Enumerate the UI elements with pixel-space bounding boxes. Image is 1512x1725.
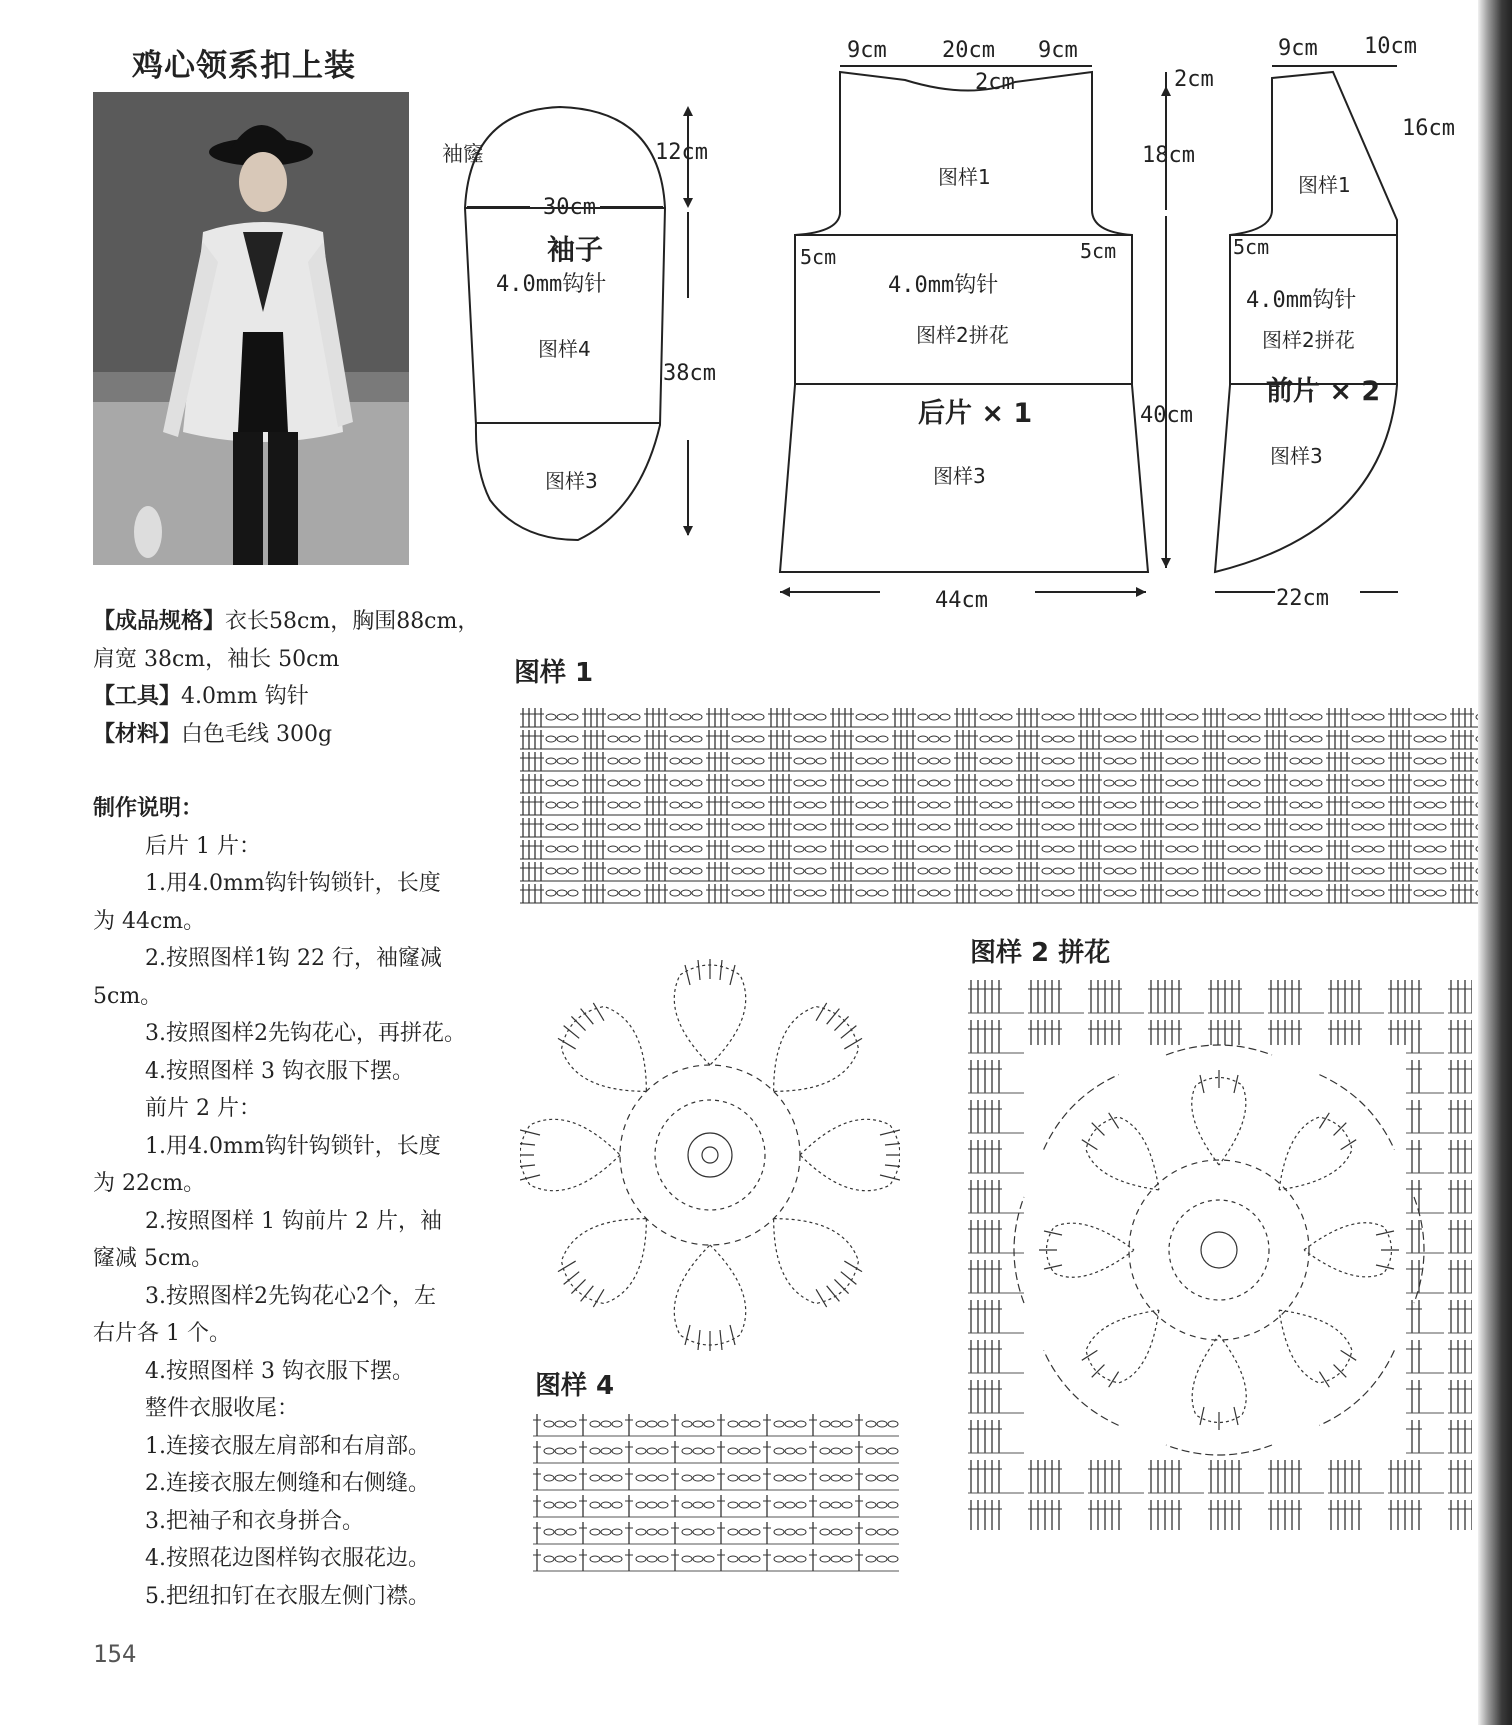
back-body-length: 40cm — [1140, 403, 1193, 428]
back-armhole-height: 18cm — [1142, 143, 1195, 168]
finish-step-2: 2.连接衣服左侧缝和右侧缝。 — [145, 1471, 430, 1496]
back-heading: 后片 1 片： — [145, 833, 261, 859]
sleeve-hook: 4.0mm钩针 — [496, 272, 607, 297]
front-step-3b: 右片各 1 个。 — [93, 1321, 231, 1346]
instructions-panel — [93, 603, 488, 1615]
page-number: 154 — [93, 1640, 137, 1668]
tool-label: 【工具】 — [93, 684, 182, 709]
front-pattern3: 图样3 — [1270, 444, 1323, 468]
front-step-1b: 为 22cm。 — [93, 1171, 206, 1196]
back-step-4: 4.按照图样 3 钩衣服下摆。 — [145, 1058, 414, 1084]
back-hook: 4.0mm钩针 — [888, 273, 999, 298]
back-name: 后片 × 1 — [918, 398, 1033, 429]
motif-flower-chart — [520, 955, 900, 1365]
front-shoulder-width: 9cm — [1278, 36, 1318, 61]
back-step-1b: 为 44cm。 — [93, 908, 206, 934]
finish-step-4: 4.按照花边图样钩衣服花边。 — [145, 1546, 430, 1571]
finish-heading: 整件衣服收尾： — [145, 1396, 300, 1421]
back-step-3: 3.按照图样2先钩花心，再拼花。 — [145, 1021, 466, 1046]
back-step-2b: 5cm。 — [93, 983, 163, 1009]
front-width: 22cm — [1276, 586, 1329, 611]
garment-schematics — [0, 0, 1512, 620]
front-motif: 图样2拼花 — [1262, 328, 1355, 352]
front-step-2a: 2.按照图样 1 钩前片 2 片，袖 — [145, 1208, 442, 1234]
back-step-2a: 2.按照图样1钩 22 行，袖窿减 — [145, 946, 442, 971]
back-shoulder-left: 9cm — [847, 38, 887, 63]
back-pattern1: 图样1 — [938, 165, 991, 189]
finish-step-5: 5.把纽扣钉在衣服左侧门襟。 — [145, 1583, 430, 1609]
front-heading: 前片 2 片： — [145, 1096, 261, 1121]
sleeve-width: 30cm — [543, 195, 596, 220]
back-step-1a: 1.用4.0mm钩针钩锁针，长度 — [145, 871, 441, 896]
finish-step-1: 1.连接衣服左肩部和右肩部。 — [145, 1433, 430, 1459]
pattern1-chart — [520, 706, 1490, 912]
pattern1-title: 图样 1 — [514, 658, 594, 688]
front-pattern1: 图样1 — [1298, 173, 1351, 197]
back-shoulder-right: 9cm — [1038, 38, 1078, 63]
back-armhole-right: 5cm — [1080, 239, 1117, 263]
back-shoulder-drop: 2cm — [1174, 67, 1214, 92]
pattern2-chart — [966, 975, 1472, 1530]
front-neck-depth: 16cm — [1402, 116, 1455, 141]
sleeve-name: 袖子 — [547, 233, 604, 266]
pattern4-title: 图样 4 — [535, 1371, 615, 1401]
page-binding-shadow — [1478, 0, 1512, 1725]
back-pattern3: 图样3 — [933, 464, 986, 488]
front-step-4: 4.按照图样 3 钩衣服下摆。 — [145, 1358, 414, 1384]
tool-text: 4.0mm 钩针 — [181, 684, 309, 709]
pattern4-chart — [533, 1410, 903, 1580]
sleeve-pattern4: 图样4 — [538, 337, 591, 361]
back-neck-width: 20cm — [942, 38, 995, 63]
back-width: 44cm — [935, 588, 988, 613]
sleeve-length: 38cm — [663, 361, 716, 386]
front-step-2b: 窿减 5cm。 — [93, 1246, 214, 1271]
front-neck-width: 10cm — [1364, 34, 1417, 59]
finish-step-3: 3.把袖子和衣身拼合。 — [145, 1508, 364, 1534]
sleeve-pattern3: 图样3 — [545, 469, 598, 493]
front-hook: 4.0mm钩针 — [1246, 288, 1357, 313]
size-label: 【成品规格】 — [93, 609, 226, 634]
page-title: 鸡心领系扣上装 — [132, 48, 356, 84]
size-text: 衣长58cm，胸围88cm， — [225, 609, 480, 634]
size-text-2: 肩宽 38cm，袖长 50cm — [93, 646, 340, 672]
pattern2-title: 图样 2 拼花 — [970, 938, 1111, 968]
material-label: 【材料】 — [93, 721, 182, 747]
front-step-1a: 1.用4.0mm钩针钩锁针，长度 — [145, 1133, 441, 1159]
back-motif: 图样2拼花 — [916, 323, 1009, 347]
front-step-3a: 3.按照图样2先钩花心2个，左 — [145, 1283, 436, 1309]
back-armhole-left: 5cm — [800, 245, 837, 269]
sleeve-cap-height: 12cm — [655, 140, 708, 165]
back-neck-depth: 2cm — [975, 70, 1015, 95]
material-text: 白色毛线 300g — [181, 721, 333, 747]
front-armhole: 5cm — [1233, 235, 1270, 259]
sleeve-armhole-label: 袖窿 — [442, 142, 484, 166]
instructions-heading: 制作说明： — [93, 796, 204, 821]
front-name: 前片 × 2 — [1266, 376, 1381, 407]
